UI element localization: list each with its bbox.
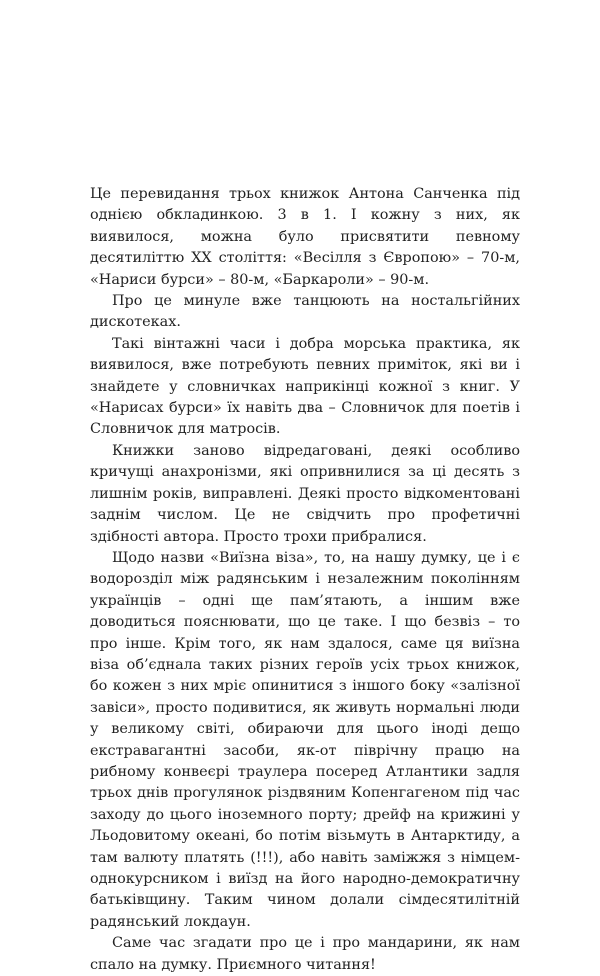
body-text	[90, 184, 520, 976]
paragraph-exit-visa: Щодо назви «Виїзна віза», то, на нашу думку, це і є водорозділ між радянським і незалежним поколінням українців – одні ще пам’ятають, а іншим вже доводиться пояснювати, що це таке. І що безвіз – то про інше. Крім того, як нам здалося, саме ця виїзна віза об’єднала таких різних героїв усіх трьох книжок, бо кожен з них мріє опинитися з іншого боку «залізної завіси», просто подивитися, як живуть нормальні люди у великому світі, обираючи для цього іноді дещо екстравагантні засоби, як-от піврічну працю на рибному конвеєрі траулера посеред Атлантики задля трьох днів прогулянок різдвяним Копенгагеном під час заходу до цього іноземного порту; дрейф на крижині у Льодовитому океані, бо потім візьмуть в Антарктиду, а там валюту платять (!!!), або навіть заміжжя з німцем-однокурсником і виїзд на його народно-демократичну батьківщину. Таким чином долали сімдесятилітній радянський локдаун.	[90, 549, 520, 930]
paragraph-editing: Книжки заново відредаговані, деякі особливо кричущі анахронізми, які опривнилися за ці десять з лишнім років, виправлені. Деякі просто відкоментовані заднім числом. Це не свідчить про профетичні здібності автора. Просто трохи прибралися.	[90, 442, 520, 545]
paragraph-closing: Саме час згадати про це і про мандарини, як нам спало на думку. Приємного читання!	[90, 935, 520, 973]
paragraph-reissue-intro: Це перевидання трьох книжок Антона Санченка під однією обкладинкою. 3 в 1. І кожну з них, як виявилося, можна було присвятити певному десятиліттю ХХ століття: «Весілля з Європою» – 70-м, «Нариси бурси» – 80-м, «Баркароли» – 90-м.	[90, 186, 520, 288]
paragraph-glossaries: Такі вінтажні часи і добра морська практика, як виявилося, вже потребують певних приміток, які ви і знайдете у словничках наприкінці кожної з книг. У «Нарисах бурси» їх навіть два – Словничок для поетів і Словничок для матросів.	[90, 335, 520, 438]
paragraph-nostalgia: Про це минуле вже танцюють на ностальгійних дискотеках.	[90, 293, 520, 331]
